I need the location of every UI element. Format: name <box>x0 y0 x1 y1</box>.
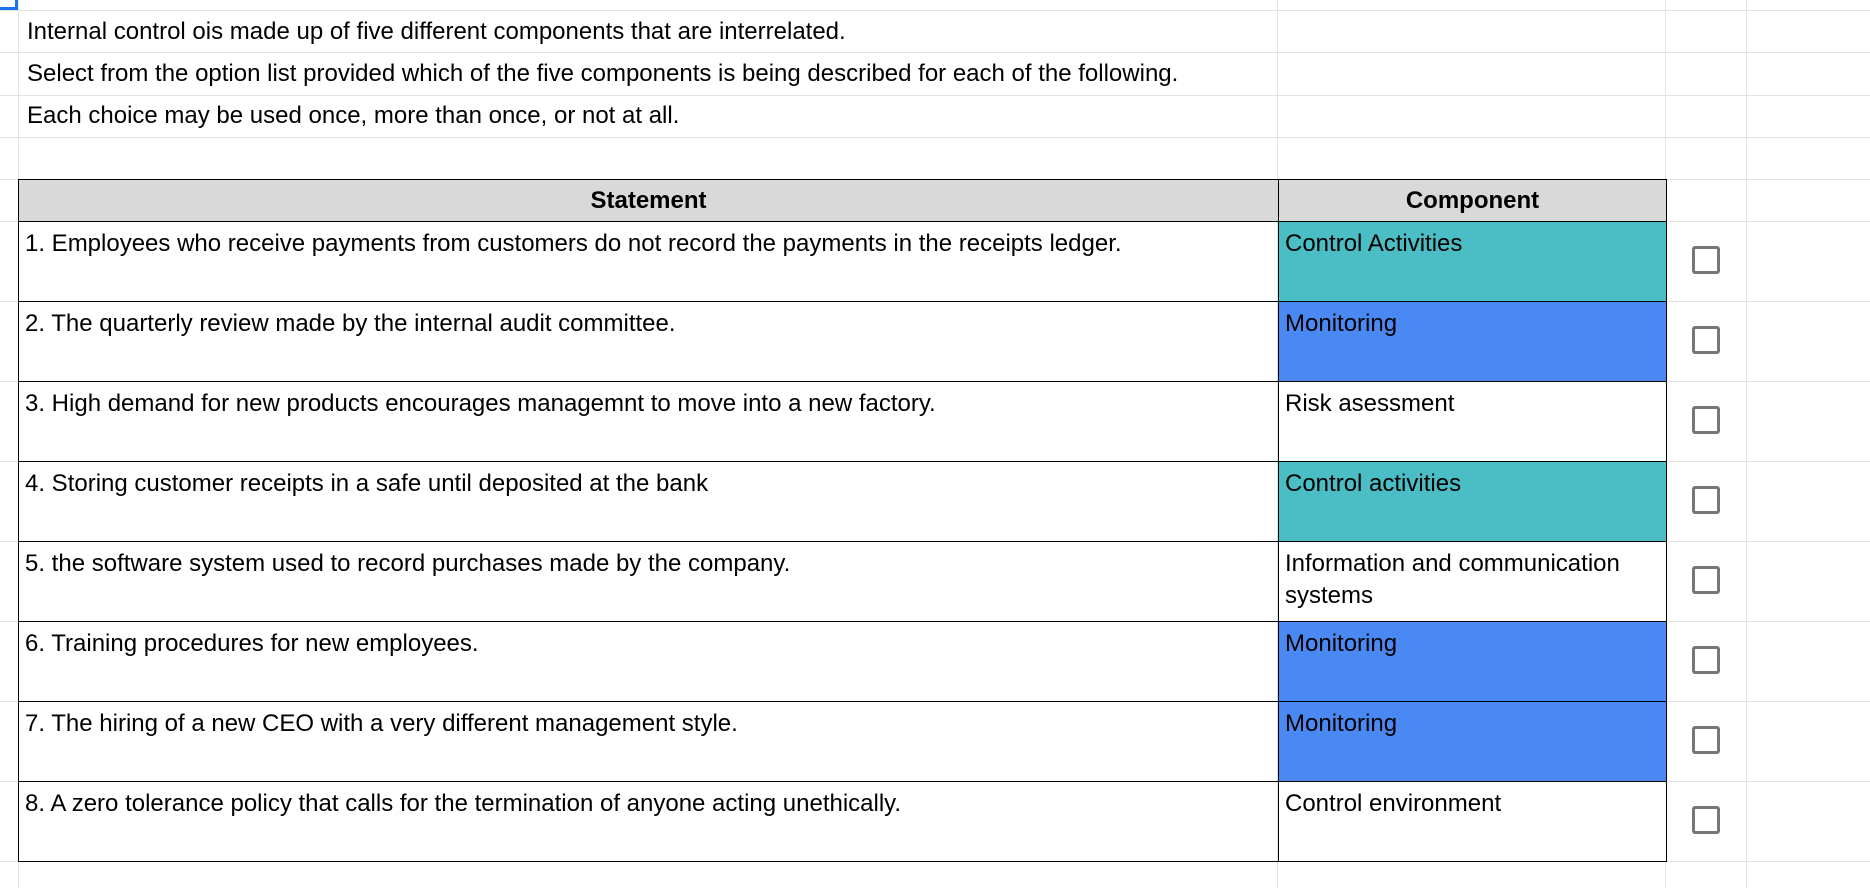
statement-cell[interactable]: 6. Training procedures for new employees. <box>19 622 1279 702</box>
intro-line-3: Each choice may be used once, more than once, or not at all. <box>27 102 680 129</box>
table-header-row <box>19 180 1667 222</box>
statement-cell[interactable]: 4. Storing customer receipts in a safe until deposited at the bank <box>19 462 1279 542</box>
statement-cell[interactable]: 3. High demand for new products encourages managemnt to move into a new factory. <box>19 382 1279 462</box>
row-checkbox[interactable] <box>1692 726 1720 754</box>
row-checkbox[interactable] <box>1692 246 1720 274</box>
table-row <box>19 462 1667 542</box>
component-header: Component <box>1279 180 1667 222</box>
statement-header: Statement <box>19 180 1279 222</box>
row-checkbox[interactable] <box>1692 326 1720 354</box>
component-cell[interactable]: Monitoring <box>1279 702 1667 782</box>
table-row <box>19 542 1667 622</box>
statement-cell[interactable]: 2. The quarterly review made by the internal audit committee. <box>19 302 1279 382</box>
statement-cell[interactable]: 7. The hiring of a new CEO with a very different management style. <box>19 702 1279 782</box>
cell-selection-indicator <box>0 0 18 10</box>
component-cell[interactable]: Control environment <box>1279 782 1667 862</box>
table-row <box>19 702 1667 782</box>
component-cell[interactable]: Control activities <box>1279 462 1667 542</box>
component-cell[interactable]: Monitoring <box>1279 622 1667 702</box>
table-row <box>19 622 1667 702</box>
table-row <box>19 782 1667 862</box>
component-cell[interactable]: Information and communication systems <box>1279 542 1667 622</box>
statement-cell[interactable]: 5. the software system used to record purchases made by the company. <box>19 542 1279 622</box>
row-checkbox[interactable] <box>1692 406 1720 434</box>
component-cell[interactable]: Risk asessment <box>1279 382 1667 462</box>
row-checkbox[interactable] <box>1692 646 1720 674</box>
table-row <box>19 382 1667 462</box>
row-checkbox[interactable] <box>1692 486 1720 514</box>
component-cell[interactable]: Control Activities <box>1279 222 1667 302</box>
row-checkbox[interactable] <box>1692 566 1720 594</box>
intro-line-2: Select from the option list provided which of the five components is being described for each of the following. <box>27 60 1179 87</box>
table-row <box>19 302 1667 382</box>
statement-cell[interactable]: 8. A zero tolerance policy that calls for the termination of anyone acting unethically. <box>19 782 1279 862</box>
table-row <box>19 222 1667 302</box>
component-cell[interactable]: Monitoring <box>1279 302 1667 382</box>
intro-line-1: Internal control ois made up of five different components that are interrelated. <box>27 18 846 45</box>
components-table <box>18 179 1667 862</box>
row-checkbox[interactable] <box>1692 806 1720 834</box>
statement-cell[interactable]: 1. Employees who receive payments from customers do not record the payments in the receipts ledger. <box>19 222 1279 302</box>
